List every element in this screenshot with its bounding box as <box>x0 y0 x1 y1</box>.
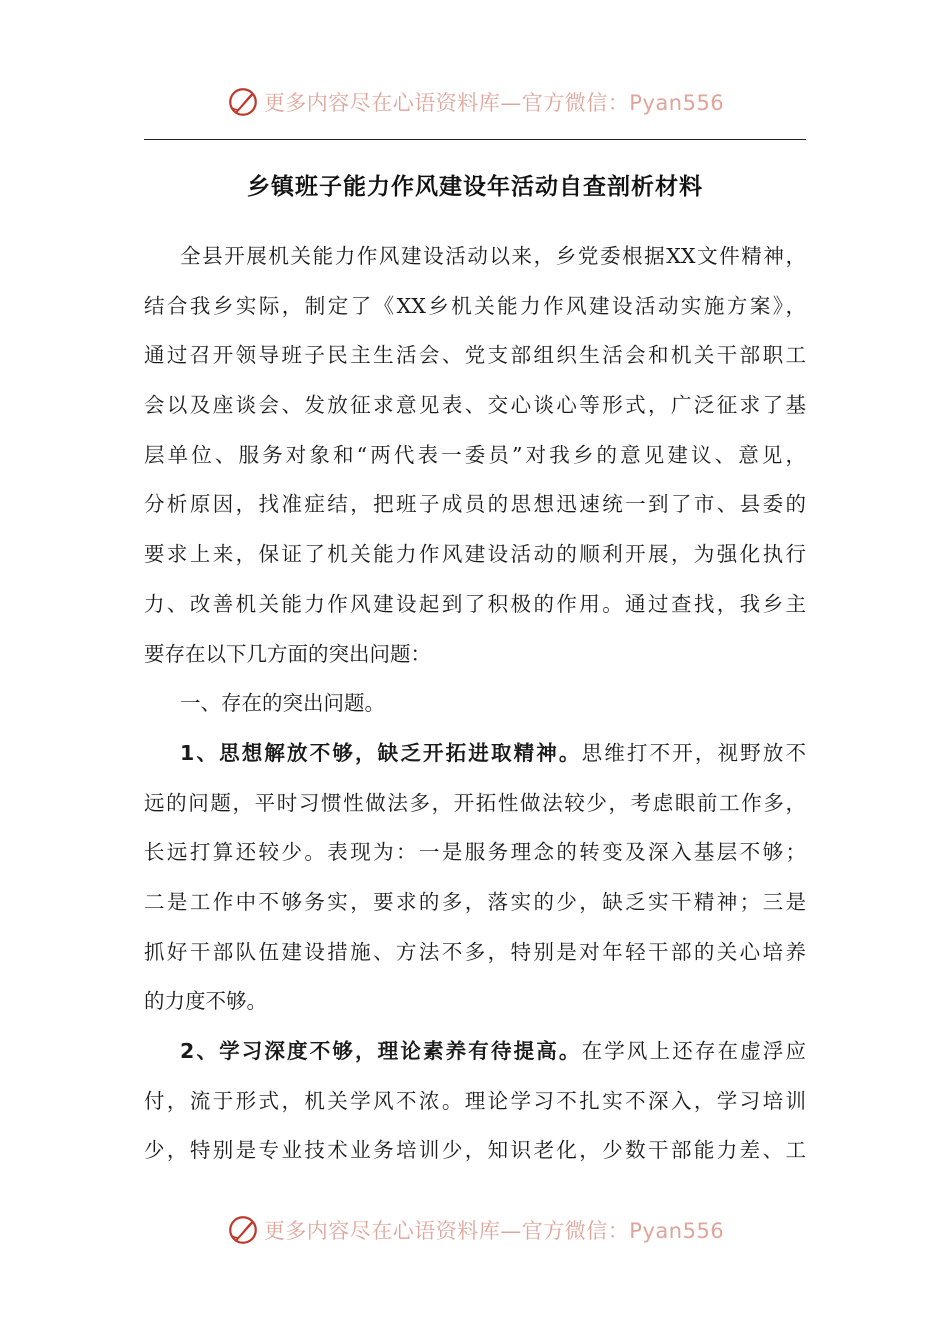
paragraph-line: 力、改善机关能力作风建设起到了积极的作用。通过查找，我乡主 <box>144 591 806 616</box>
footer-banner <box>0 1206 950 1254</box>
paragraph-line: 全县开展机关能力作风建设活动以来，乡党委根据XX文件精神， <box>180 244 806 268</box>
item2-first-rest: 在学风上还存在虚浮应 <box>581 1039 807 1063</box>
page-title: 乡镇班子能力作风建设年活动自查剖析材料 <box>247 174 703 200</box>
paragraph-line: 会以及座谈会、发放征求意见表、交心谈心等形式，广泛征求了基 <box>144 393 806 418</box>
paragraph-line: 分析原因，找准症结，把班子成员的思想迅速统一到了市、县委的 <box>144 492 806 517</box>
document-body <box>144 232 806 1176</box>
paragraph-line: 远的问题，平时习惯性做法多，开拓性做法较少，考虑眼前工作多， <box>144 790 806 815</box>
item2-first-line <box>144 1027 806 1077</box>
pen-nib-logo-icon <box>226 85 260 119</box>
header-divider <box>144 139 806 140</box>
paragraph-line: 的力度不够。 <box>144 989 267 1014</box>
item2-heading: 2、学习深度不够，理论素养有待提高。 <box>180 1039 582 1063</box>
item1-heading: 1、思想解放不够，缺乏开拓进取精神。 <box>180 740 582 765</box>
footer-banner-text: 更多内容尽在心语资料库—官方微信：Pyan556 <box>263 1219 725 1243</box>
paragraph-line: 要存在以下几方面的突出问题： <box>144 641 431 666</box>
paragraph-line: 少，特别是专业技术业务培训少，知识老化，少数干部能力差、工 <box>144 1138 806 1163</box>
paragraph-line: 层单位、服务对象和“两代表一委员”对我乡的意见建议、意见， <box>144 442 806 467</box>
paragraph-line: 通过召开领导班子民主生活会、党支部组织生活会和机关干部职工 <box>144 343 806 368</box>
item1-first-rest: 思维打不开，视野放不 <box>581 740 807 765</box>
paragraph-line: 要求上来，保证了机关能力作风建设活动的顺利开展，为强化执行 <box>144 542 806 567</box>
header-banner <box>0 78 950 126</box>
paragraph-line: 付，流于形式，机关学风不浓。理论学习不扎实不深入，学习培训 <box>144 1088 806 1113</box>
pen-nib-logo-icon <box>226 1213 260 1247</box>
header-banner-text: 更多内容尽在心语资料库—官方微信：Pyan556 <box>263 91 725 115</box>
paragraph-line: 二是工作中不够务实，要求的多，落实的少，缺乏实干精神；三是 <box>144 889 806 914</box>
section-heading: 一、存在的突出问题。 <box>180 691 385 716</box>
paragraph-line: 抓好干部队伍建设措施、方法不多，特别是对年轻干部的关心培养 <box>144 939 806 964</box>
item1-first-line <box>144 729 806 779</box>
paragraph-line: 结合我乡实际，制定了《XX乡机关能力作风建设活动实施方案》， <box>144 293 806 318</box>
paragraph-line: 长远打算还较少。表现为：一是服务理念的转变及深入基层不够； <box>144 840 806 865</box>
